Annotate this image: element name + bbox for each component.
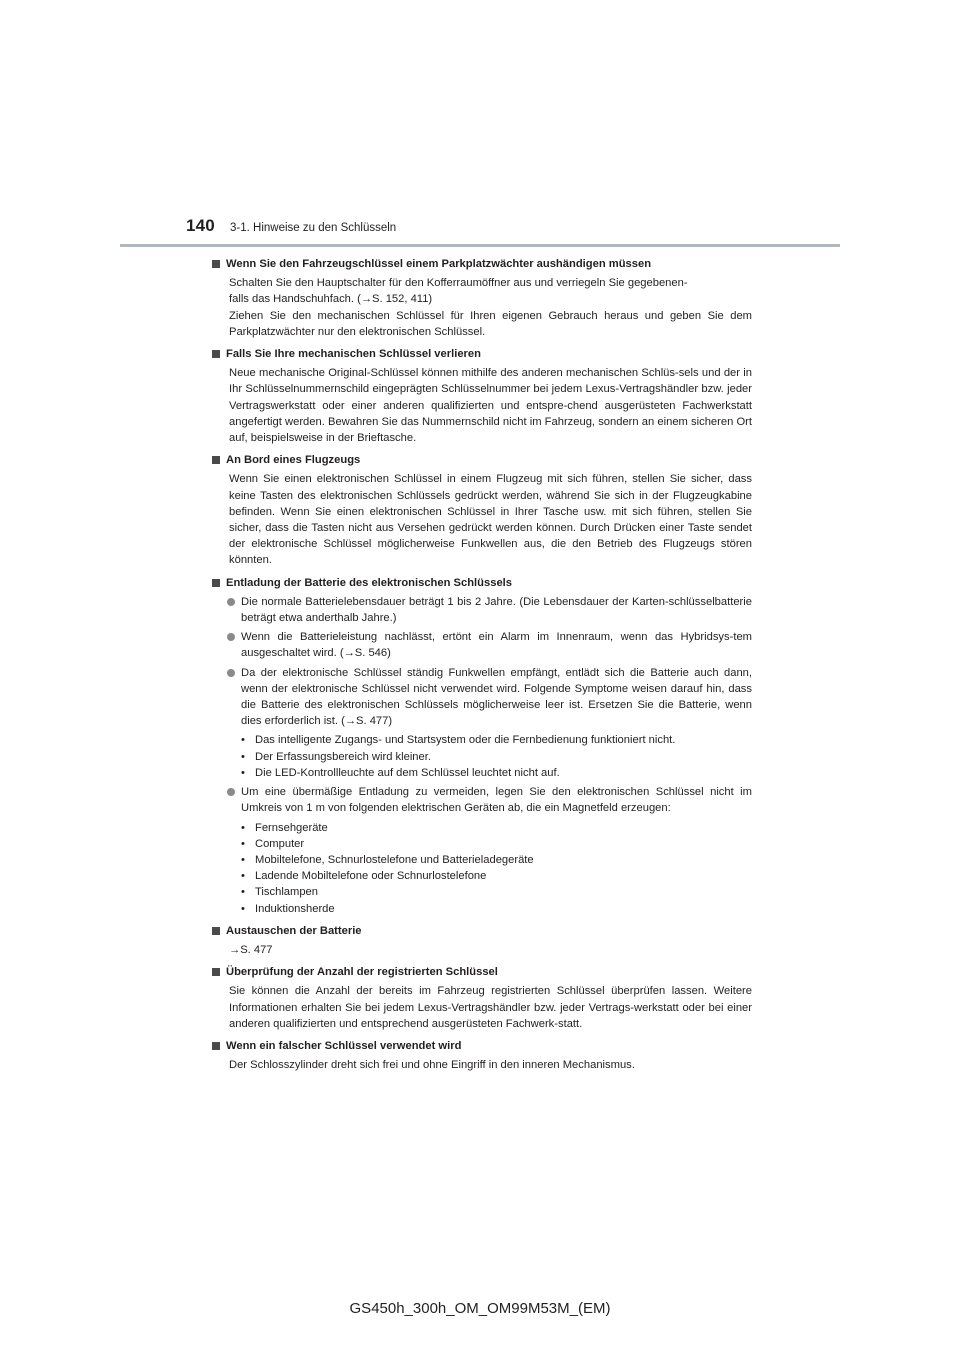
bullet-item [212,665,752,730]
circle-bullet-icon [227,669,235,677]
section-heading-text: Wenn ein falscher Schlüssel verwendet wird [226,1039,462,1052]
section-block [212,346,752,446]
bullet-text: Wenn die Batterieleistung nachlässt, ertönt ein Alarm im Innenraum, wenn das Hybridsys-tem ausgeschaltet wird. (→S. 546) [241,631,752,660]
paragraph: Schalten Sie den Hauptschalter für den Kofferraumöffner aus und verriegeln Sie gegebenen- falls das Handschuhfach. (→S. 152, 411) Ziehen Sie den mechanischen Schlüssel für Ihren eigenen Gebrauch heraus und geben Sie dem Parkplatzwächter nur den elektronischen Schlüssel. [229,277,752,338]
section-heading [212,1038,752,1054]
square-bullet-icon [212,968,220,976]
sub-list-item: • Der Erfassungsbereich wird kleiner. [241,749,752,765]
bullet-item [212,594,752,626]
section-block [212,1038,752,1073]
square-bullet-icon [212,1042,220,1050]
sub-list-item: • Tischlampen [241,884,752,900]
document-code: GS450h_300h_OM_OM99M53M_(EM) [349,1300,611,1317]
section-title: 3-1. Hinweise zu den Schlüsseln [230,222,397,234]
bullet-text: Um eine übermäßige Entladung zu vermeiden, legen Sie den elektronischen Schlüssel nicht im Umkreis von 1 m von folgenden elektrischen Geräten ab, die ein Magnetfeld erzeugen: [241,786,752,815]
section-heading [212,256,752,272]
paragraph: Der Schlosszylinder dreht sich frei und ohne Eingriff in den inneren Mechanismus. [229,1059,635,1072]
section-block [212,964,752,1032]
section-heading-text: Wenn Sie den Fahrzeugschlüssel einem Parkplatzwächter aushändigen müssen [226,258,652,270]
page-number: 140 [186,216,215,235]
header-divider [120,244,840,247]
paragraph: Sie können die Anzahl der bereits im Fahrzeug registrierten Schlüssel überprüfen lassen. Weitere Informationen erhalten Sie bei jedem Lexus-Vertragshändler bzw. jeder Vertrags-werkstatt oder bei einer anderen qualifizierten und entsprechend ausgerüsteten Fachwerk-statt. [229,985,752,1030]
paragraph: Wenn Sie einen elektronischen Schlüssel in einem Flugzeug mit sich führen, stellen Sie sicher, dass keine Tasten des elektronischen Schlüssels gedrückt werden, während Sie sich in der Flugzeugkabine befinden. Wenn Sie einen elektronischen Schlüssel in Ihrer Tasche usw. mit sich führen, stellen Sie sicher, dass die Tasten nicht aus Versehen gedrückt werden können. Durch Drücken einer Taste sendet der elektronische Schlüssel möglicherweise Funkwellen aus, die den Betrieb des Flugzeugs stören könnten. [229,473,752,567]
sub-list-item: • Computer [241,836,752,852]
square-bullet-icon [212,350,220,358]
section-block [212,452,752,568]
sub-list-item: • Fernsehgeräte [241,820,752,836]
paragraph: →S. 477 [229,943,273,956]
section-heading [212,452,752,468]
section-heading-text: Austauschen der Batterie [226,924,362,937]
section-heading [212,964,752,980]
sub-list-item: • Induktionsherde [241,901,752,917]
sub-list-item: • Ladende Mobiltelefone oder Schnurlostelefone [241,868,752,884]
circle-bullet-icon [227,788,235,796]
section-block [212,923,752,958]
section-heading-text: Entladung der Batterie des elektronischen Schlüssels [226,576,512,589]
circle-bullet-icon [227,633,235,641]
bullet-item [212,784,752,816]
section-heading [212,346,752,362]
sub-list-item: • Mobiltelefone, Schnurlostelefone und Batterieladegeräte [241,852,752,868]
section-heading-text: An Bord eines Flugzeugs [226,454,361,467]
sub-list [212,820,752,917]
bullet-text: Da der elektronische Schlüssel ständig Funkwellen empfängt, entlädt sich die Batterie auch dann, wenn der elektronische Schlüssel nicht verwendet wird. Folgende Symptome weisen darauf hin, dass die Batterie des elektronischen Schlüssels möglicherweise leer ist. Ersetzen Sie die Batterie, wenn dies erforderlich ist. (→S. 477) [241,666,752,728]
square-bullet-icon [212,456,220,464]
sub-list-item: • Die LED-Kontrollleuchte auf dem Schlüssel leuchtet nicht auf. [241,765,752,781]
section-block [212,256,752,340]
sub-list-item: • Das intelligente Zugangs- und Startsystem oder die Fernbedienung funktioniert nicht. [241,732,752,748]
paragraph: Neue mechanische Original-Schlüssel können mithilfe des anderen mechanischen Schlüs-sels und der in Ihr Schlüsselnummernschild eingeprägten Schlüsselnummer bei jedem Lexus-Vertragshändler bzw. jeder Vertragswerkstatt oder einer anderen qualifizierten und entspre-chend ausgerüsteten Fachwerkstatt angefertigt werden. Bewahren Sie das Nummernschild nicht im Fahrzeug, sondern an einem sicheren Ort auf, beispielsweise in der Brieftasche. [229,367,752,445]
section-block [212,575,752,917]
section-heading-text: Überprüfung der Anzahl der registrierten Schlüssel [226,966,498,979]
square-bullet-icon [212,260,220,268]
section-heading [212,923,752,939]
square-bullet-icon [212,579,220,587]
section-heading [212,575,752,591]
sub-list [212,732,752,781]
bullet-item [212,629,752,661]
square-bullet-icon [212,927,220,935]
bullet-text: Die normale Batterielebensdauer beträgt 1 bis 2 Jahre. (Die Lebensdauer der Karten-schlüsselbatterie beträgt etwa anderthalb Jahre.) [241,595,752,625]
section-heading-text: Falls Sie Ihre mechanischen Schlüssel verlieren [226,348,481,361]
circle-bullet-icon [227,598,235,606]
page-content [212,256,752,1079]
page-header [0,0,960,250]
